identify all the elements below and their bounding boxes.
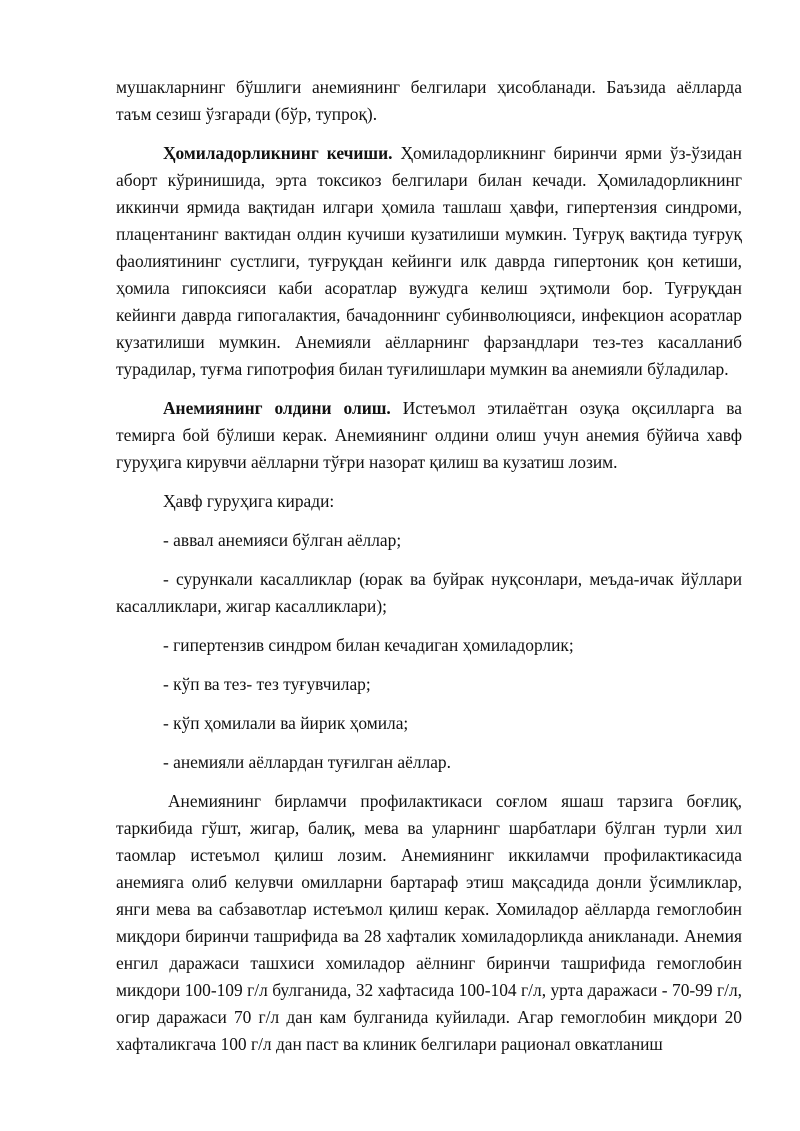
heading-prevention: Анемиянинг олдини олиш. bbox=[163, 398, 391, 418]
list-item: - кўп ва тез- тез туғувчилар; bbox=[163, 674, 371, 694]
risk-group-intro: Ҳавф гуруҳига киради: bbox=[163, 491, 335, 511]
paragraph-prevention bbox=[116, 395, 742, 476]
list-item: - гипертензив синдром билан кечадиган ҳомиладорлик; bbox=[163, 635, 574, 655]
heading-pregnancy-course: Ҳомиладорликнинг кечиши. bbox=[163, 143, 393, 163]
list-item: - анемияли аёллардан туғилган аёллар. bbox=[163, 752, 451, 772]
list-item: - кўп ҳомилали ва йирик ҳомила; bbox=[163, 713, 409, 733]
paragraph-symptoms: мушакларнинг бўшлиги анемиянинг белгилари ҳисобланади. Баъзида аёлларда таъм сезиш ўзгаради (бўр, тупроқ). bbox=[116, 77, 742, 124]
pregnancy-course-text: Ҳомиладорликнинг биринчи ярми ўз-ўзидан аборт кўринишида, эрта токсикоз белгилари билан кечади. Ҳомиладорликнинг иккинчи ярмида вақтидан илгари ҳомила ташлаш ҳавфи, гипертензия синдроми, плацентанинг вактидан олдин кучиши кузатилиши мумкин. Туғруқ вақтида туғруқ фаолиятининг сустлиги, туғруқдан кейинги илк даврда гипертоник қон кетиши, ҳомила гипоксияси каби асоратлар вужудга келиш эҳтимоли бор. Туғруқдан кейинги даврда гипогалактия, бачадоннинг субинволюцияси, инфекцион асоратлар кузатилиши мумкин. Анемияли аёлларнинг фарзандлари тез-тез касалланиб турадилар, туғма гипотрофия билан туғилишлари мумкин ва анемияли бўладилар. bbox=[116, 143, 742, 379]
list-item: - аввал анемияси бўлган аёллар; bbox=[163, 530, 402, 550]
document-page bbox=[116, 74, 742, 1058]
list-item: - сурункали касалликлар (юрак ва буйрак нуқсонлари, меъда-ичак йўллари касалликлари, жигар касалликлари); bbox=[116, 569, 742, 616]
prevention-text: Истеъмол этилаётган озуқа оқсилларга ва темирга бой бўлиши керак. Анемиянинг олдини олиш учун анемия бўйича хавф гуруҳига кирувчи аёлларни тўғри назорат қилиш ва кузатиш лозим. bbox=[116, 398, 743, 472]
paragraph-primary-prevention: Анемиянинг бирламчи профилактикаси соғлом яшаш тарзига боғлиқ, таркибида гўшт, жигар, балиқ, мева ва уларнинг шарбатлари бўлган турли хил таомлар истеъмол қилиш лозим. Анемиянинг иккиламчи профилактикасида анемияга олиб келувчи омилларни бартараф этиш мақсадида донли ўсимликлар, янги мева ва сабзавотлар истеъмол қилиш керак. Хомиладор аёлларда гемоглобин миқдори биринчи ташрифида ва 28 хафталик хомиладорликда аникланади. Анемия енгил даражаси ташхиси хомиладор аёлнинг биринчи ташрифида гемоглобин микдори 100-109 г/л булганида, 32 хафтасида 100-104 г/л, урта даражаси - 70-99 г/л, огир даражаси 70 г/л дан кам булганида куйилади. Агар гемоглобин миқдори 20 хафталикгача 100 г/л дан паст ва клиник белгилари рационал овкатланиш bbox=[116, 791, 742, 1054]
paragraph-pregnancy-course bbox=[116, 140, 742, 383]
